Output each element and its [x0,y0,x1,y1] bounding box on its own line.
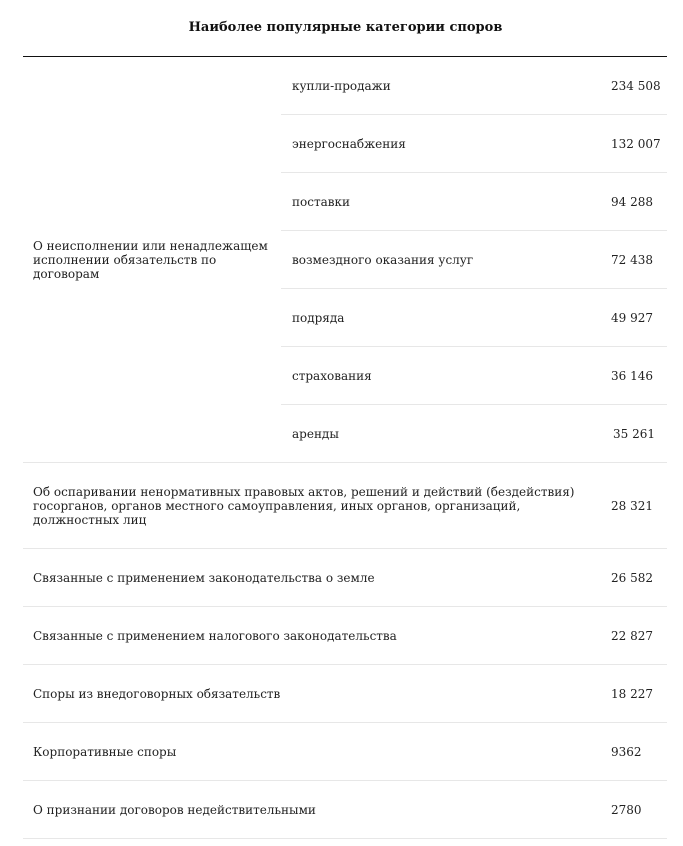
category-label: Связанные с применением налогового законодательства [33,628,397,643]
category-count: 36 146 [611,369,653,383]
table-row [23,607,667,665]
category-count: 72 438 [611,253,653,267]
table-row [281,115,667,173]
category-label: Связанные с применением законодательства о земле [33,570,375,585]
table-row [281,57,667,115]
category-count: 9362 [611,744,642,759]
category-count: 94 288 [611,195,653,209]
table-row [23,463,667,549]
table-row [281,405,667,463]
table-row [23,665,667,723]
category-count: 132 007 [611,137,661,151]
category-label: О признании договоров недействительными [33,802,316,817]
category-count: 18 227 [611,686,653,701]
category-label: энергоснабжения [292,137,406,151]
category-count: 22 827 [611,628,653,643]
category-count: 2780 [611,802,642,817]
category-label: страхования [292,369,372,383]
category-count: 26 582 [611,570,653,585]
category-label: купли-продажи [292,79,391,93]
group-label: О неисполнении или ненадлежащем исполнении обязательств по договорам [33,238,268,281]
category-count: 28 321 [611,498,653,513]
table-row [23,549,667,607]
category-label: поставки [292,195,350,209]
category-label: Споры из внедоговорных обязательств [33,686,281,701]
table-row [281,173,667,231]
contract-obligations-group [23,57,667,463]
category-count: 35 261 [613,427,655,441]
table-title: Наиболее популярные категории споров [188,20,503,35]
disputes-table [23,57,667,839]
category-label: Об оспаривании ненормативных правовых актов, решений и действий (бездействия) госорганов, органов местного самоуправления, иных органов, организаций, должностных лиц [33,484,575,527]
table-row [23,723,667,781]
category-label: Корпоративные споры [33,744,177,759]
table-row [281,289,667,347]
group-subcategories [281,57,667,463]
category-count: 234 508 [611,79,661,93]
category-label: возмездного оказания услуг [292,253,474,267]
category-label: аренды [292,427,339,441]
table-row [281,231,667,289]
table-row [23,781,667,839]
category-count: 49 927 [611,311,653,325]
table-row [281,347,667,405]
category-label: подряда [292,311,345,325]
